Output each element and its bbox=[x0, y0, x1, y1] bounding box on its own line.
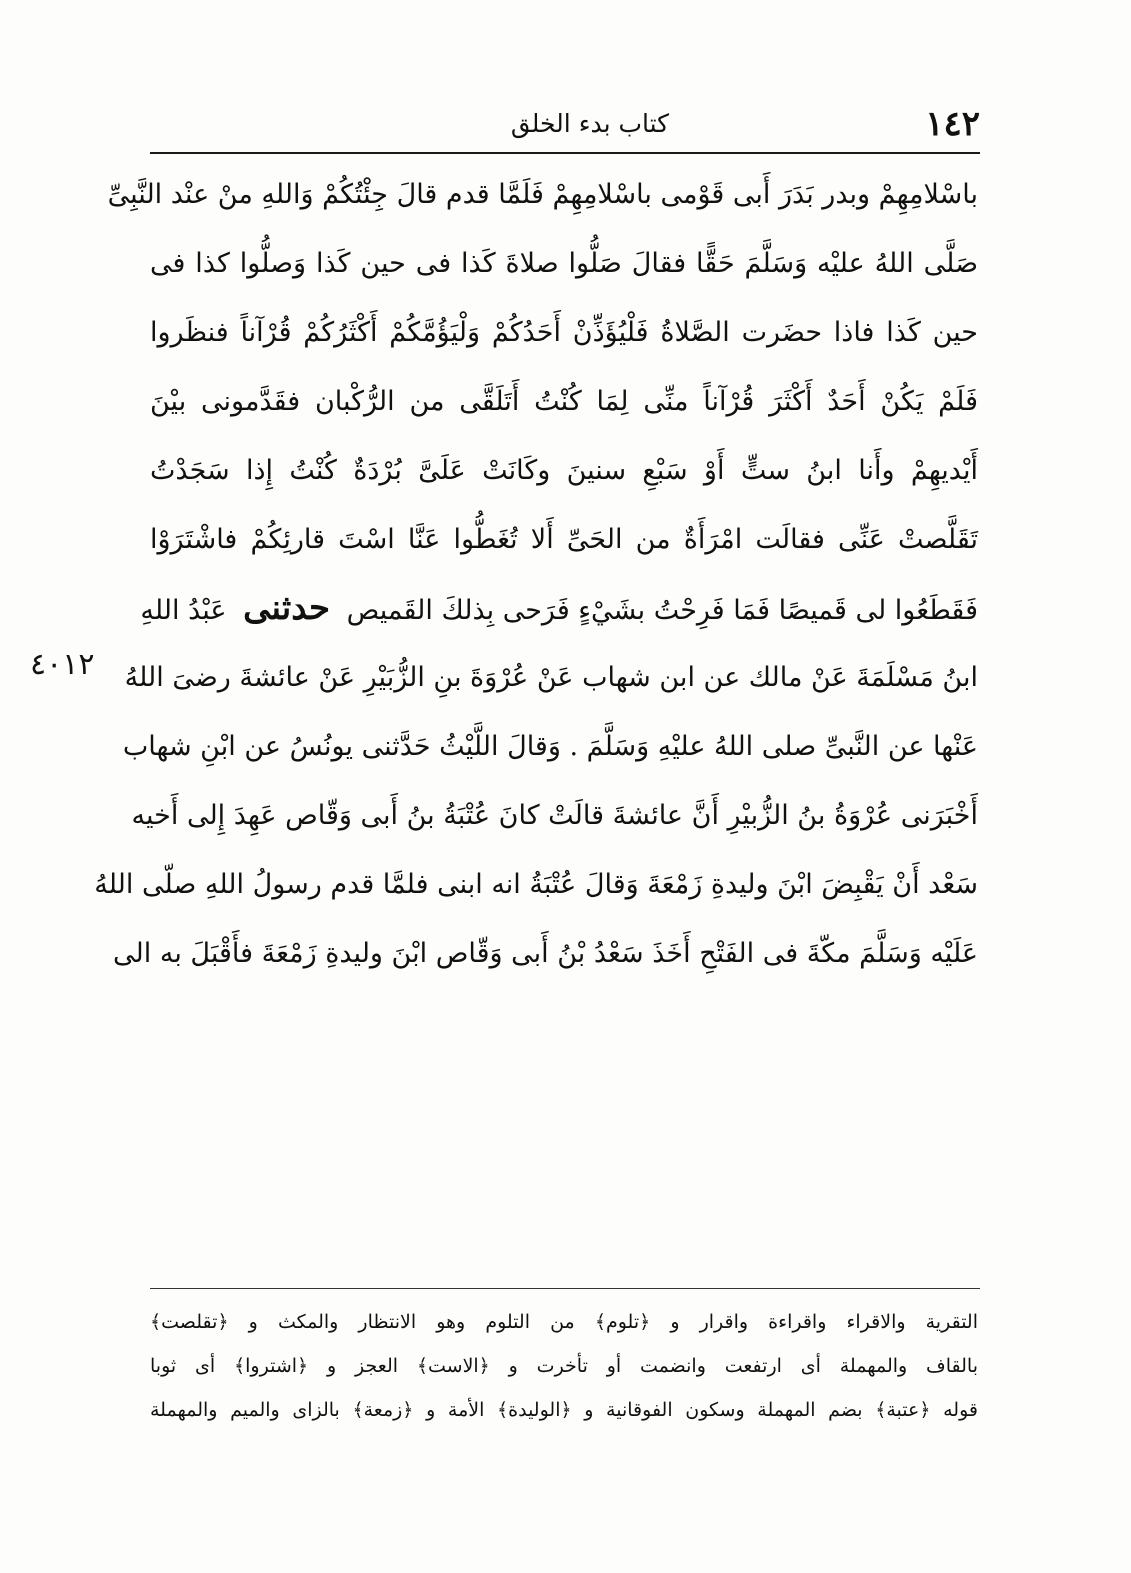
hadith-start-line bbox=[140, 574, 978, 643]
text-line-content: عَلَيْه وَسَلَّمَ مكّةَ فى الفَتْحِ أَخَذَ سَعْدُ بْنُ أَبى وَقّاص ابْنَ وليدةِ زَمْعَةَ فأَقْبَلَ به الى bbox=[113, 938, 978, 969]
text-line-content: ابنُ مَسْلَمَةَ عَنْ مالك عن ابن شهاب عَنْ عُرْوَةَ بنِ الزُّبَيْرِ عَنْ عائشةَ رضىَ اللهُ bbox=[124, 662, 978, 693]
text-line bbox=[150, 505, 978, 574]
text-line bbox=[94, 850, 978, 919]
text-line-content: حين كَذا فاذا حضَرت الصَّلاةُ فَلْيُؤَذِّنْ أَحَدُكُمْ وَلْيَؤُمَّكُمْ أَكْثَرُكُمْ قُرْآناً فنظَروا bbox=[150, 317, 978, 348]
text-line bbox=[150, 367, 978, 436]
text-line-content: صَلَّى اللهُ عليْه وَسَلَّمَ حَقًّا فقالَ صَلُّوا صلاةَ كَذا فى حين كَذا وَصلُّوا كذا فى bbox=[150, 248, 978, 279]
text-line bbox=[113, 919, 978, 988]
hadith-start-text: فَقَطَعُوا لى قَميصًا فَمَا فَرِحْتُ بشَيْءٍ فَرَحى بِذلكَ القَميص bbox=[346, 595, 978, 626]
text-line-content: أَيْديهِمْ وأَنا ابنُ ستٍّ أَوْ سَبْعِ سنينَ وكَانَتْ عَلَىَّ بُرْدَةٌ كُنْتُ إِذا سَجَدْتُ bbox=[150, 455, 978, 486]
main-text bbox=[94, 160, 978, 988]
text-line bbox=[150, 298, 978, 367]
text-line bbox=[150, 436, 978, 505]
hadith-start-end-text: عَبْدُ اللهِ bbox=[140, 595, 227, 626]
text-line bbox=[122, 712, 978, 781]
text-line-content: أَخْبَرَنى عُرْوَةُ بنُ الزُّبيْرِ أَنَّ عائشةَ قالَتْ كانَ عُتْبَةُ بنُ أَبى وَقّاص عَهِدَ إِلى أَخيه bbox=[131, 800, 978, 831]
footnote-line: التقرية والاقراء واقراءة واقرار و ﴿تلوم﴾ من التلوم وهو الانتظار والمكث و ﴿تقلصت﴾ bbox=[150, 1311, 978, 1333]
running-title: كتاب بدء الخلق bbox=[510, 109, 670, 138]
text-line bbox=[150, 229, 978, 298]
header-rule bbox=[150, 152, 980, 154]
text-line bbox=[131, 781, 978, 850]
footnote-line: قوله ﴿عتبة﴾ بضم المهملة وسكون الفوقانية و ﴿الوليدة﴾ الأمة و ﴿زمعة﴾ بالزاى والميم والمهملة bbox=[150, 1399, 978, 1421]
page-header bbox=[150, 100, 980, 150]
hadith-keyword: حدثنى bbox=[243, 588, 331, 628]
hadith-start-content bbox=[140, 574, 978, 645]
footnote-rule bbox=[150, 1288, 980, 1289]
footnote-line: بالقاف والمهملة أى ارتفعت وانضمت أو تأخرت و ﴿الاست﴾ العجز و ﴿اشتروا﴾ أى ثوبا bbox=[150, 1355, 978, 1377]
page-number: ١٤٢ bbox=[925, 104, 980, 144]
text-line bbox=[107, 160, 978, 229]
text-line-content: عَنْها عن النَّبىِّ صلى اللهُ عليْهِ وَسَلَّمَ . وَقالَ اللَّيْثُ حَدَّثنى يونُسُ عن ابْنِ شهاب bbox=[122, 731, 978, 762]
footnotes bbox=[150, 1300, 978, 1432]
text-line-content: سَعْد أَنْ يَقْبِضَ ابْنَ وليدةِ زَمْعَةَ وَقالَ عُتْبَةُ انه ابنى فلمَّا قدم رسولُ اللهِ صلّى اللهُ bbox=[94, 869, 978, 900]
text-line-content: تَقَلَّصتْ عَنِّى فقالَت امْرَأَةٌ من الحَىِّ أَلا تُغَطُّوا عَنَّا اسْتَ قارئِكُمْ فاشْتَرَوْا bbox=[150, 524, 978, 555]
text-line-content: فَلَمْ يَكُنْ أَحَدٌ أَكْثَرَ قُرْآناً منِّى لِمَا كُنْتُ أَتَلَقَّى من الرُّكْبان فقَدَّمونى بيْنَ bbox=[150, 386, 978, 417]
text-line bbox=[124, 643, 978, 712]
text-line-content: باسْلامِهِمْ وبدر بَدَرَ أَبى قَوْمى باسْلامِهِمْ فَلَمَّا قدم قالَ جِئْتُكُمْ وَاللهِ منْ عنْد النَّبِىِّ bbox=[107, 179, 978, 210]
hadith-number: ٤٠١٢ bbox=[30, 647, 95, 682]
